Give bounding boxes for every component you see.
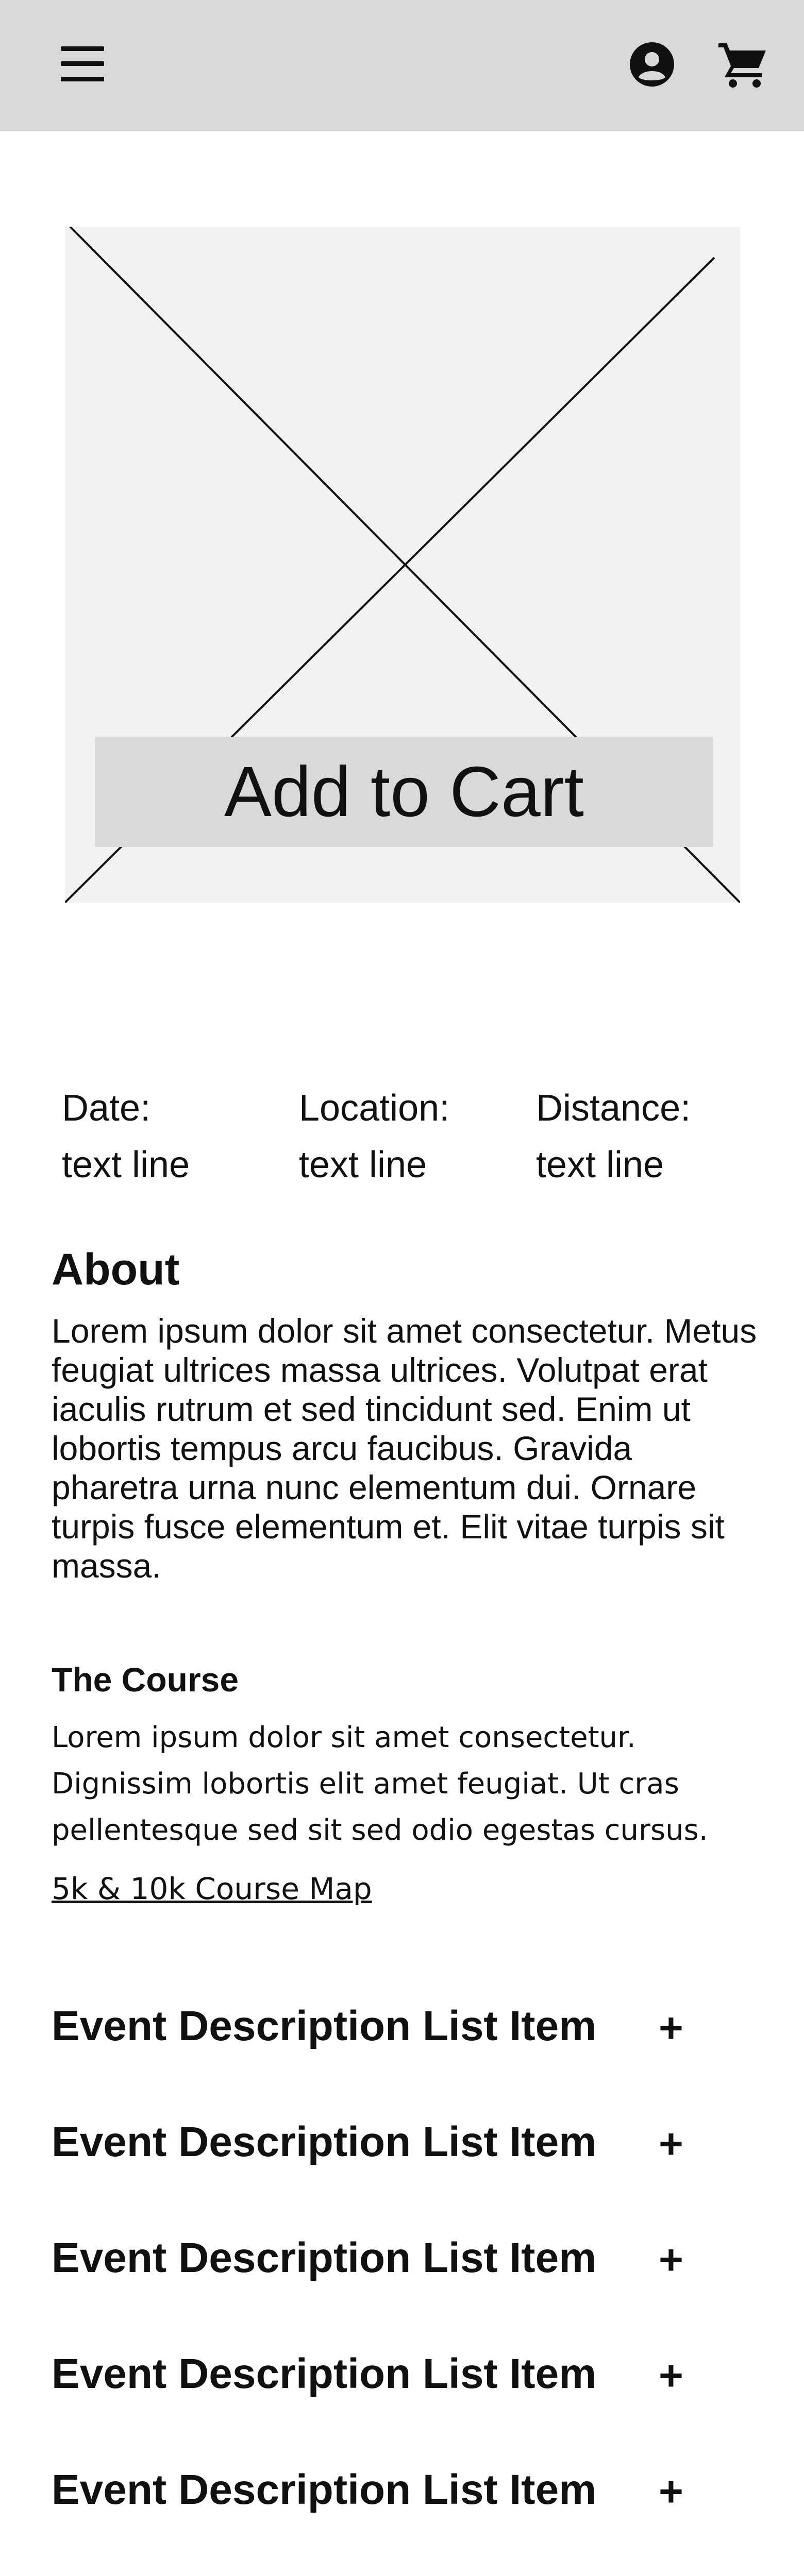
- about-heading: About: [52, 1245, 180, 1294]
- date-label: Date:: [62, 1088, 151, 1129]
- shopping-cart-icon[interactable]: [717, 40, 768, 88]
- about-text: Lorem ipsum dolor sit amet consectetur. Metus feugiat ultrices massa ultrices. Volutpat erat iaculis rutrum et sed tincidunt sed. Enim ut lobortis tempus arcu faucibus. Gravida pharetra urna nunc elementum dui. Ornare turpis fusce elementum et. Elit vitae turpis sit massa.: [52, 1312, 757, 1585]
- course-heading: The Course: [52, 1660, 239, 1699]
- course-text: Lorem ipsum dolor sit amet consectetur. Dignissim lobortis elit amet feugiat. Ut cras pellentesque sed sit sed odio egestas cursus.: [52, 1721, 708, 1847]
- expand-plus-icon[interactable]: +: [659, 2005, 683, 2052]
- hamburger-menu-icon[interactable]: [61, 45, 104, 82]
- account-circle-icon[interactable]: [630, 42, 674, 87]
- event-list-item-label: Event Description List Item: [52, 2119, 597, 2165]
- expand-plus-icon[interactable]: +: [659, 2236, 683, 2283]
- event-list-item[interactable]: [52, 2222, 701, 2294]
- event-list-item[interactable]: [52, 2337, 701, 2410]
- event-list-item-label: Event Description List Item: [52, 2350, 597, 2397]
- add-to-cart-button[interactable]: Add to Cart: [95, 737, 713, 847]
- event-list-item[interactable]: [52, 1990, 701, 2062]
- date-value: text line: [62, 1144, 190, 1185]
- expand-plus-icon[interactable]: +: [659, 2121, 683, 2167]
- top-header: [0, 0, 804, 131]
- location-label: Location:: [299, 1088, 450, 1129]
- event-list-item[interactable]: [52, 2106, 701, 2178]
- event-list-item[interactable]: [52, 2453, 701, 2526]
- event-list-item-label: Event Description List Item: [52, 2234, 597, 2281]
- distance-label: Distance:: [536, 1088, 691, 1129]
- location-value: text line: [299, 1144, 427, 1185]
- distance-value: text line: [536, 1144, 664, 1185]
- expand-plus-icon[interactable]: +: [659, 2352, 683, 2399]
- event-list-item-label: Event Description List Item: [52, 2003, 597, 2049]
- course-map-link[interactable]: 5k & 10k Course Map: [52, 1871, 372, 1906]
- expand-plus-icon[interactable]: +: [659, 2468, 683, 2515]
- event-list-item-label: Event Description List Item: [52, 2466, 597, 2513]
